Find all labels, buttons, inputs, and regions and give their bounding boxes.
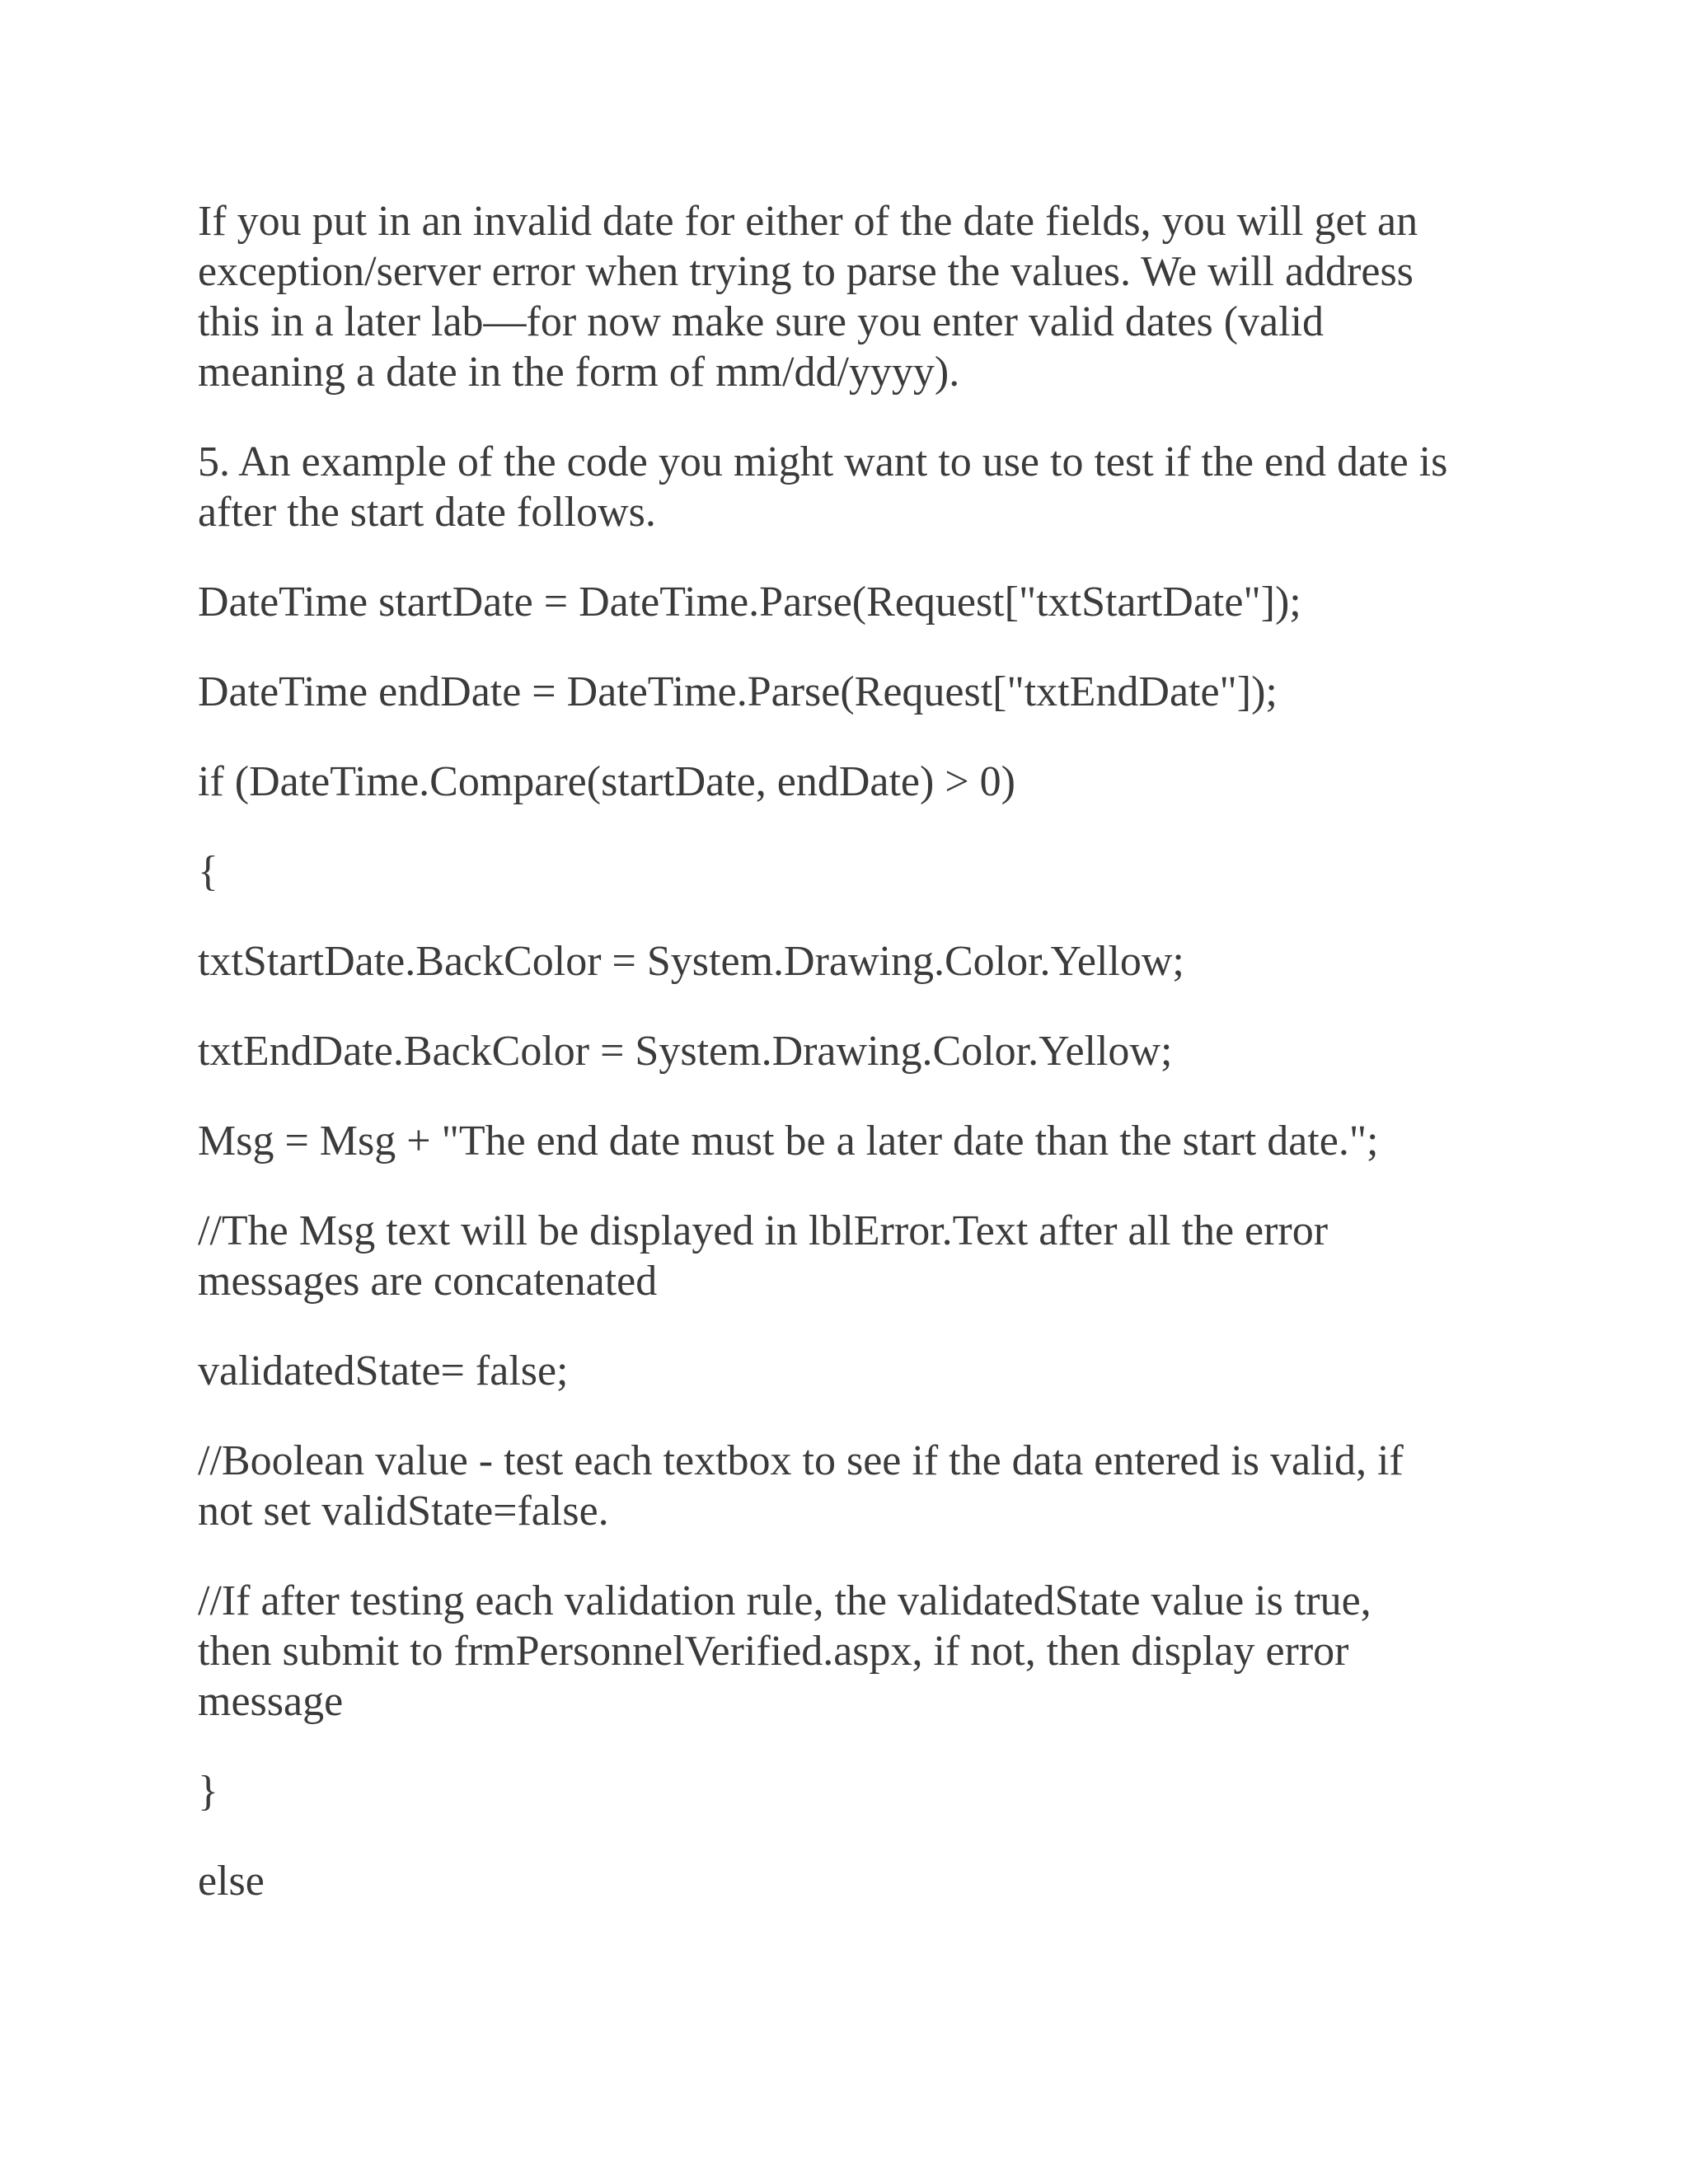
code-line-close-brace: }	[198, 1768, 218, 1815]
code-line-if-compare: if (DateTime.Compare(startDate, endDate) > 0)	[198, 758, 1015, 805]
code-comment-boolean-value: //Boolean value - test each textbox to see if the data entered is valid, if not set validState=false.	[198, 1437, 1404, 1535]
code-line-open-brace: {	[198, 848, 218, 895]
code-line-end-date: DateTime endDate = DateTime.Parse(Request["txtEndDate"]);	[198, 668, 1278, 715]
code-line-msg: Msg = Msg + "The end date must be a later date than the start date.";	[198, 1118, 1379, 1165]
code-comment-submit: //If after testing each validation rule, the validatedState value is true, then submit to frmPersonnelVerified.aspx, if not, then display error message	[198, 1577, 1372, 1725]
code-line-else: else	[198, 1858, 265, 1905]
intro-paragraph: If you put in an invalid date for either of the date fields, you will get an exception/server error when trying to parse the values. We will address this in a later lab—for now make sure you enter valid dates (valid meaning a date in the form of mm/dd/yyyy).	[198, 198, 1418, 396]
document-body	[198, 196, 1517, 1946]
code-line-validated-state: validatedState= false;	[198, 1347, 569, 1394]
code-line-end-backcolor: txtEndDate.BackColor = System.Drawing.Color.Yellow;	[198, 1028, 1173, 1075]
code-line-start-date: DateTime startDate = DateTime.Parse(Request["txtStartDate"]);	[198, 579, 1301, 626]
step-5-paragraph: 5. An example of the code you might want to use to test if the end date is after the start date follows.	[198, 438, 1448, 536]
code-line-start-backcolor: txtStartDate.BackColor = System.Drawing.Color.Yellow;	[198, 938, 1184, 985]
code-comment-msg-display: //The Msg text will be displayed in lblError.Text after all the error messages are concatenated	[198, 1207, 1329, 1305]
